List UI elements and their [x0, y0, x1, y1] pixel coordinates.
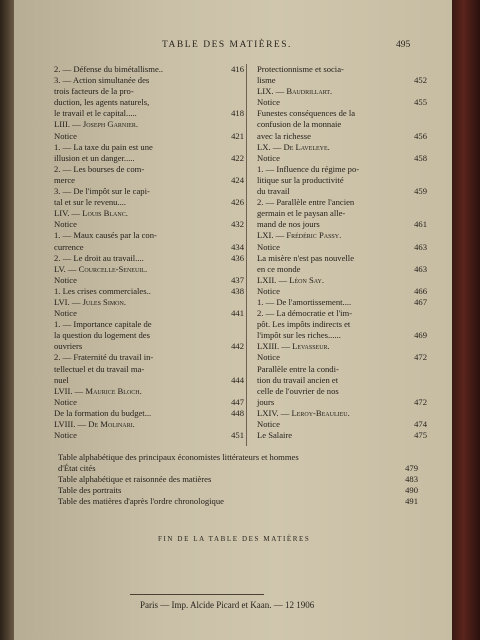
toc-entry	[257, 364, 427, 408]
section-heading	[257, 341, 427, 352]
toc-entry	[54, 430, 244, 441]
section-heading	[257, 230, 427, 241]
section-heading	[54, 297, 244, 308]
entry-text: Notice	[54, 219, 77, 230]
entry-page: 432	[231, 219, 244, 230]
entry-text: Notice	[257, 97, 280, 108]
entry-text: LVIII. — De Molinari.	[54, 419, 135, 429]
entry-text: Funestes conséquences de la confusion de la monnaie avec la richesse	[257, 108, 356, 141]
entry-page: 469	[414, 330, 427, 341]
entry-text: 2. — Le droit au travail....	[54, 252, 144, 263]
toc-entry	[257, 242, 427, 253]
entry-page: 426	[231, 197, 244, 208]
section-heading	[54, 208, 244, 219]
entry-text: 2. — La démocratie et l'im- pôt. Les impôts indirects et l'impôt sur les riches......	[257, 308, 353, 341]
entry-text: LVII. — Maurice Bloch.	[54, 385, 142, 396]
toc-entry	[54, 186, 244, 208]
entry-text: LIX. — Baudrillart.	[257, 86, 333, 97]
toc-entry	[54, 142, 244, 164]
entry-text: 2. — Fraternité du travail in- tellectuel et du travail ma- nuel	[54, 352, 154, 385]
toc-entry	[58, 474, 418, 485]
toc-entry	[54, 219, 244, 230]
entry-text: Table alphabétique et raisonnée des matières	[58, 474, 212, 484]
entry-text: 1. — Maux causés par la con- currence	[54, 230, 157, 252]
entry-page: 421	[231, 130, 244, 141]
toc-entry	[54, 352, 244, 385]
entry-page: 438	[231, 285, 244, 296]
entry-page: 479	[405, 463, 418, 473]
entry-text: LIII. — Joseph Garnier.	[54, 119, 139, 130]
entry-text: Table des matières d'après l'ordre chronologique	[58, 496, 224, 506]
entry-text: 3. — Action simultanée des trois facteurs de la pro- duction, les agents naturels, le travail et le capital.....	[54, 75, 150, 119]
entry-page: 466	[414, 285, 427, 296]
toc-entry	[54, 319, 244, 352]
entry-page: 459	[414, 186, 427, 197]
book-binding	[452, 0, 480, 640]
entry-page: 472	[414, 352, 427, 363]
entry-text: Notice	[54, 274, 77, 285]
toc-entry	[58, 496, 418, 507]
entry-page: 463	[414, 241, 427, 252]
entry-page: 444	[231, 374, 244, 385]
end-of-table-note: FIN DE LA TABLE DES MATIÈRES	[158, 535, 311, 543]
toc-entry	[54, 131, 244, 142]
entry-page: 455	[414, 97, 427, 108]
entry-text: 1. — De l'amortissement....	[257, 296, 352, 307]
entry-text: Notice	[257, 285, 280, 296]
entry-text: Notice	[54, 396, 77, 407]
toc-entry	[257, 253, 427, 275]
entry-text: LVI. — Jules Simon.	[54, 296, 126, 307]
section-heading	[54, 119, 244, 130]
toc-entry	[257, 308, 427, 341]
imprint-rule	[130, 594, 264, 595]
toc-entry	[257, 108, 427, 141]
entry-text: LV. — Courcelle-Seneuil.	[54, 263, 148, 274]
entry-page: 463	[414, 263, 427, 274]
entry-page: 436	[231, 252, 244, 263]
toc-entry	[54, 397, 244, 408]
toc-entry	[54, 275, 244, 286]
toc-entry	[257, 419, 427, 430]
page-header	[14, 40, 452, 54]
toc-entry	[257, 430, 427, 441]
entry-page: 441	[231, 308, 244, 319]
appendix-list	[58, 452, 418, 507]
entry-page: 475	[414, 430, 427, 441]
section-heading	[257, 408, 427, 419]
book-page	[14, 0, 452, 640]
entry-text: 2. — Les bourses de com- merce	[54, 163, 145, 185]
entry-text: 1. — Importance capitale de la question du logement des ouvriers	[54, 319, 152, 352]
toc-entry	[257, 164, 427, 197]
entry-text: Notice	[54, 430, 77, 441]
entry-page: 451	[231, 430, 244, 441]
toc-entry	[58, 485, 418, 496]
toc-entry	[257, 286, 427, 297]
section-heading	[54, 264, 244, 275]
entry-text: 1. — La taxe du pain est une illusion et un danger.....	[54, 141, 153, 163]
printer-imprint: Paris — Imp. Alcide Picard et Kaan. — 12 1906	[140, 600, 315, 610]
entry-text: Notice	[54, 308, 77, 319]
entry-page: 442	[231, 341, 244, 352]
entry-text: De la formation du budget...	[54, 407, 152, 418]
entry-text: 2. — Parallèle entre l'ancien germain et le paysan alle- mand de nos jours	[257, 197, 355, 230]
toc-entry	[257, 97, 427, 108]
entry-text: LX. — De Laveleye.	[257, 141, 330, 152]
entry-page: 448	[231, 407, 244, 418]
entry-text: 1. — Influence du régime po- litique sur la productivité du travail	[257, 163, 360, 197]
entry-page: 447	[231, 396, 244, 407]
entry-text: Table alphabétique des principaux économistes littérateurs et hommes d'État cités	[58, 452, 299, 473]
section-heading	[257, 142, 427, 153]
entry-page: 483	[405, 474, 418, 484]
entry-text: 1. Les crises commerciales..	[54, 285, 151, 296]
entry-page: 461	[414, 219, 427, 230]
toc-entry	[54, 408, 244, 419]
entry-text: Table des portraits	[58, 485, 122, 495]
entry-page: 491	[405, 496, 418, 506]
entry-text: LXII. — Léon Say.	[257, 274, 324, 285]
entry-page: 458	[414, 152, 427, 163]
entry-page: 437	[231, 274, 244, 285]
page-number: 495	[396, 40, 411, 50]
entry-text: Notice	[257, 419, 280, 429]
entry-page: 418	[231, 108, 244, 119]
toc-entry	[54, 64, 244, 75]
page-title: TABLE DES MATIÈRES.	[162, 40, 292, 50]
entry-page: 456	[414, 130, 427, 141]
toc-entry	[54, 308, 244, 319]
entry-text: Protectionnisme et socia- lisme	[257, 64, 344, 86]
toc-left-column	[54, 64, 244, 441]
page-left-edge	[0, 0, 14, 640]
section-heading	[257, 86, 427, 97]
toc-entry	[58, 452, 418, 474]
entry-page: 474	[414, 419, 427, 429]
entry-page: 424	[231, 174, 244, 185]
toc-entry	[257, 64, 427, 86]
entry-page: 434	[231, 241, 244, 252]
entry-text: LXI. — Frédéric Passy.	[257, 230, 342, 241]
entry-text: 3. — De l'impôt sur le capi- tal et sur le revenu....	[54, 186, 150, 208]
toc-entry	[257, 352, 427, 363]
toc-entry	[54, 164, 244, 186]
toc-entry	[54, 253, 244, 264]
section-heading	[257, 275, 427, 286]
entry-page: 467	[414, 296, 427, 307]
toc-entry	[54, 75, 244, 119]
toc-entry	[257, 297, 427, 308]
entry-text: Notice	[257, 241, 280, 252]
entry-text: Notice	[257, 152, 280, 163]
entry-text: LIV. — Louis Blanc.	[54, 208, 128, 219]
entry-page: 472	[414, 396, 427, 407]
toc-entry	[54, 230, 244, 252]
toc-entry	[257, 197, 427, 230]
entry-text: Notice	[54, 130, 77, 141]
toc-entry	[257, 153, 427, 164]
entry-page: 416	[231, 64, 244, 74]
toc-right-column	[246, 64, 427, 446]
entry-page: 490	[405, 485, 418, 495]
entry-text: 2. — Défense du bimétallisme..	[54, 64, 164, 74]
toc-entry	[54, 286, 244, 297]
entry-text: Parallèle entre la condi- tion du travail ancien et celle de l'ouvrier de nos jours	[257, 363, 339, 407]
entry-text: LXIV. — Leroy-Beaulieu.	[257, 407, 350, 418]
entry-text: LXIII. — Levasseur.	[257, 341, 330, 352]
entry-page: 452	[414, 75, 427, 86]
entry-text: La misère n'est pas nouvelle en ce monde	[257, 252, 355, 274]
entry-text: Le Salaire	[257, 430, 293, 441]
entry-text: Notice	[257, 352, 280, 363]
section-heading	[54, 419, 244, 430]
section-heading	[54, 386, 244, 397]
entry-page: 422	[231, 152, 244, 163]
